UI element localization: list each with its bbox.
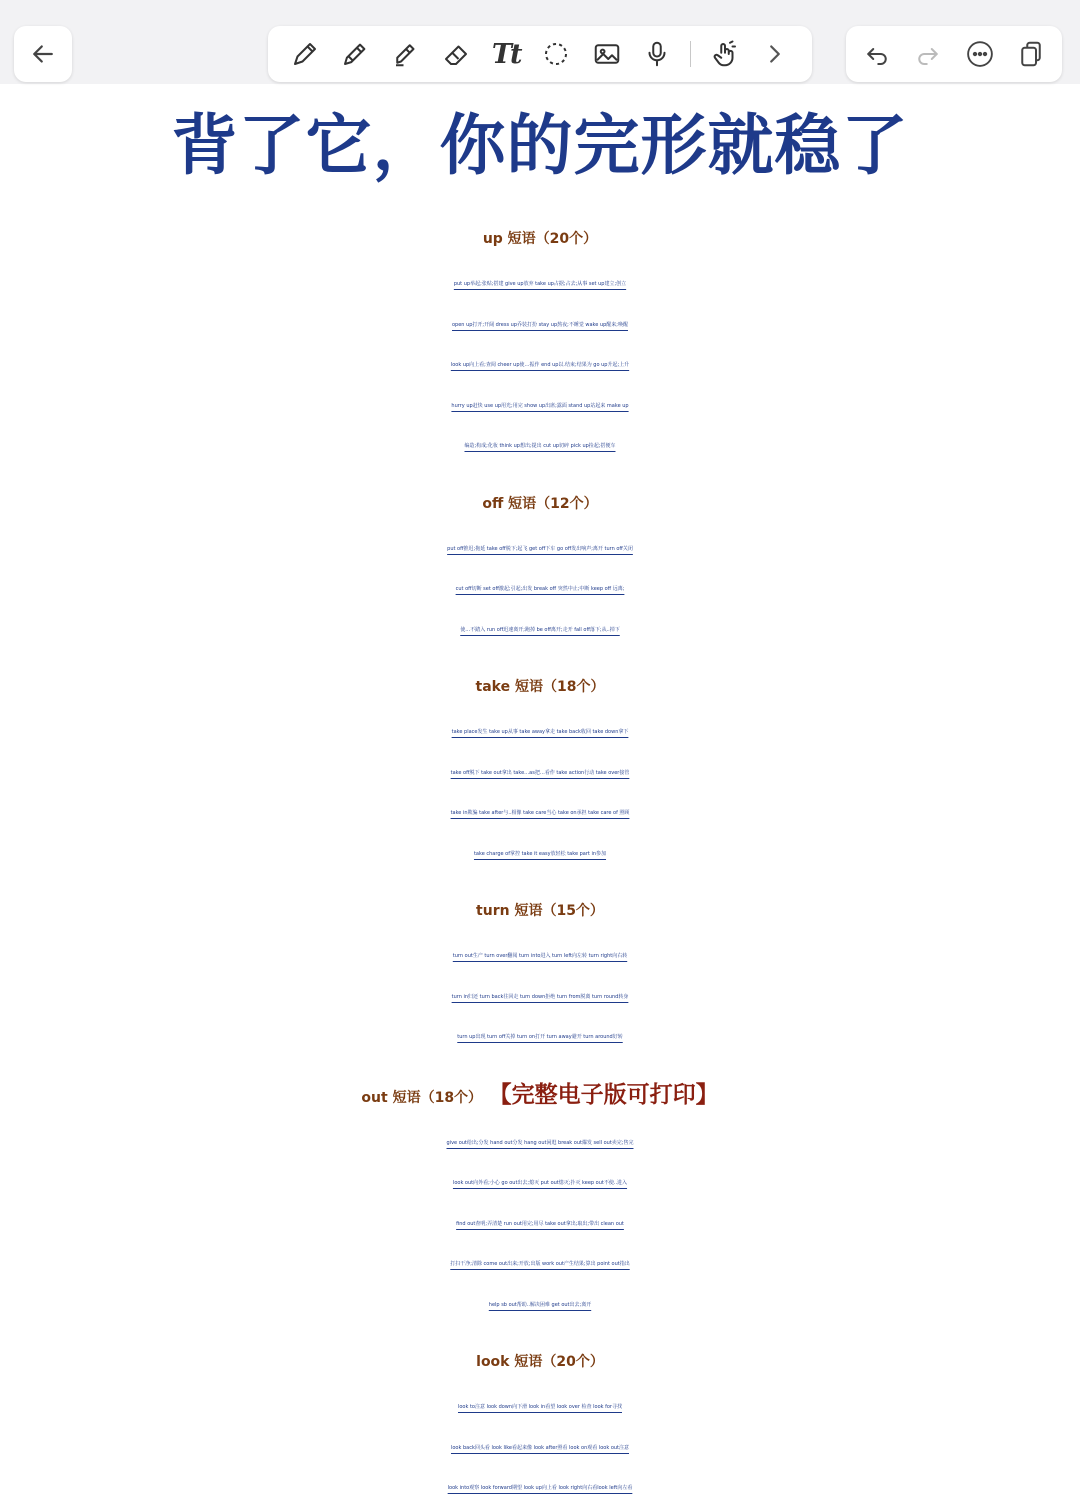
undo-icon[interactable] [860,37,894,71]
phrase-line: cut off切断 set off激起;引起;出发 break off 突然中止;中断 keep off 远离; [455,586,625,592]
drawing-tools [268,26,812,82]
section-heading-off: off 短语（12个） [482,495,598,512]
phrase-line: 使…不踏入 run off迅速离开;跑掉 be off离开;走开 fall off落下;从..掉下 [460,626,620,633]
image-icon[interactable] [590,37,624,71]
phrase-line: put off推迟;拖延 take off脱下;起飞 get off下车 go off发出响声;离开 turn off关闭 [447,545,633,552]
arrow-left-icon [26,37,60,71]
phrase-line: turn up出现 turn off关掉 turn on打开 turn away避开 turn around好转 [457,1034,623,1040]
phrase-line: turn out生产 turn over翻阅 turn into进入 turn left向左转 turn right向右转 [452,953,628,959]
phrase-line: hurry up赶快 use up用光;用完 show up出席;露面 stand up站起来 make up [451,402,629,409]
lasso-icon[interactable] [539,37,573,71]
phrase-line: give out给出;分发 hand out分发 hang out闲逛 break out爆发 sell out卖完;售完 [446,1139,634,1146]
section-heading-take: take 短语（18个） [475,679,605,695]
phrase-line: look out向外看;小心 go out出去;熄灭 put out熄灭;扑灭 keep out不使..进入 [452,1180,628,1186]
section-heading-look: look 短语（20个） [476,1354,604,1370]
phrase-line: help sb out帮助..解决困难 get out出去;离开 [488,1301,592,1308]
chevron-right-icon[interactable] [758,37,792,71]
toolbar-divider [690,41,691,67]
highlighter-icon[interactable] [389,37,423,71]
touch-icon[interactable] [708,37,742,71]
back-button[interactable] [14,26,72,82]
pen-icon[interactable] [288,37,322,71]
top-toolbar [0,0,1080,84]
text-tool-icon[interactable]: Tt [491,38,521,70]
section-heading-turn: turn 短语（15个） [476,903,604,919]
phrase-line: turn in归还 turn back往回走 turn down拒绝 turn from脱离 turn round转身 [451,993,629,1000]
microphone-icon[interactable] [640,37,674,71]
phrase-line: look back回头看 look like看起来像 look after照看 look on观看 look out注意 [450,1444,630,1451]
phrase-line: take in欺骗 take after与..相像 take care当心 take on承担 take care of 照顾 [450,810,630,816]
eraser-icon[interactable] [439,37,473,71]
phrase-line: find out查明;弄清楚 run out用完;用尽 take out拿出;取出;带出 clean out [456,1220,624,1227]
phrase-line: put up举起;张贴;搭建 give up放弃 take up占据;占去;从事 set up建立;创立 [453,281,627,287]
page-actions [846,26,1062,82]
section-heading-up: up 短语（20个） [482,231,598,247]
phrase-line: take off脱下 take out拿出 take…as把…看作 take action行动 take over接管 [450,769,630,776]
pencil-icon[interactable] [338,37,372,71]
page-title: 背了它，你的完形就稳了 [171,107,909,184]
phrase-line: 打扫干净;清除 come out出来;开放;出版 work out产生结果;算出 point out指出 [450,1261,630,1267]
phrase-line: open up打开;开阔 dress up乔装打扮 stay up熬夜;不睡觉 wake up醒来;唤醒 [452,321,628,328]
phrase-line: take place发生 take up从事 take away拿走 take back收回 take down拿下 [451,729,629,735]
phrase-line: 编造;构成;化妆 think up想出;提出 cut up切碎 pick up捡起;搭便车 [464,443,616,449]
note-content [0,90,1080,1509]
phrase-line: take charge of掌控 take it easy放轻松 take part in参加 [473,850,607,857]
phrase-line: look to注意 look down向下滑 look in看望 look over 检查 look for寻找 [457,1404,622,1410]
copy-icon[interactable] [1014,37,1048,71]
phrase-line: look into观察 look forward期望 look up向上看 look right向右看look left向左看 [447,1485,633,1491]
more-icon[interactable] [963,37,997,71]
promo-note: 【完整电子版可打印】 [500,1081,719,1108]
section-heading-text: out 短语（18个） [361,1089,483,1106]
redo-icon[interactable] [911,37,945,71]
phrase-line: look up向上看;查阅 cheer up使…振作 end up以.结束;结果为 go up升起;上升 [450,362,630,368]
section-heading-out [0,1070,1080,1123]
